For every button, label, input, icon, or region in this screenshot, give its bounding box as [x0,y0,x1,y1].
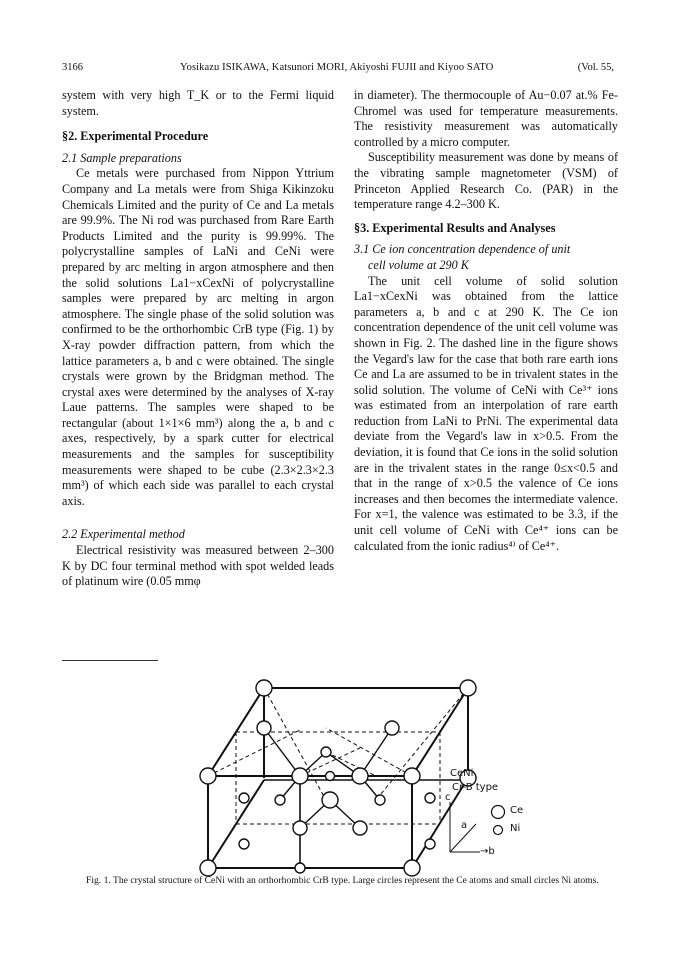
section-2-heading: §2. Experimental Procedure [62,129,209,144]
cell-volume-paragraph: The unit cell volume of solid solution La1−xCexNi was obtained from the lattice parameters a, b and c at 290 K. The Ce ion concentration dependence of the unit cell volume was shown in Fig. 2. The dashed line in the figure shows the Vegard's law for the case that both rare earth ions Ce and La are assumed to be in trivalent states in the solid solution. The volume of CeNi with Ce³⁺ ions was estimated from an interpolation of rare earth reduction from LaNi to PrNi. The experimental data deviate from the Vegard's law in x>0.5. From the deviation, it is found that Ce ions in the solid solution are in the trivalent states in the range 0≤x<0.5 and that in the range of x>0.5 the valence of Ce ions increases and then becomes the intermediate valence. For x=1, the valence was estimated to be 3.3, if the unit cell volume of CeNi with Ce⁴⁺ ions can be calculated from the ionic radius⁴⁾ of Ce⁴⁺. [354,273,618,553]
page-number: 3166 [62,62,83,73]
crystal-structure-figure [180,668,540,878]
running-authors: Yosikazu ISIKAWA, Katsunori MORI, Akiyoshi FUJII and Kiyoo SATO [180,62,494,73]
section-3-heading: §3. Experimental Results and Analyses [354,220,556,235]
subsection-3-1-heading: 3.1 Ce ion concentration dependence of unit [354,242,571,257]
axis-a-label: a [461,820,468,831]
sample-preparations-paragraph: Ce metals were purchased from Nippon Yttrium Company and La metals were from Shiga Kikinzoku Chemicals Limited and the purity of Ce and La metals are 99.9%. The Ni rod was purchased from Rare Earth Products Limited and the purity is 99.99%. The polycrystalline samples of LaNi and CeNi were prepared by arc melting in argon atmosphere and then the solid solutions La1−xCexNi of polycrystalline samples were prepared by arc melting in argon atmosphere. The single phase of the solid solution was confirmed to be the orthorhombic CrB type (Fig. 1) by X-ray powder diffraction pattern, from which the lattice parameters a, b and c were obtained. The single crystals were grown by the Bridgman method. The crystal axes were determined by the analyses of X-ray Laue patterns. The samples were shaped to be rectangular (about 1×1×6 mm³) along the a, b and c axes, respectively, by a spark cutter for electrical measurements and the samples for susceptibility measurements were shaped to be cube (2.3×2.3×2.3 mm³) of which each side was parallel to each crystal axis. [62,166,334,508]
susceptibility-paragraph: Susceptibility measurement was done by means of the vibrating sample magnetometer (VSM) of Princeton Applied Research Co. (PAR) in the temperature range 4.2–300 K. [354,150,618,212]
axis-c-label: c [445,792,451,803]
right-column [354,88,618,554]
subsection-2-1-heading: 2.1 Sample preparations [62,150,182,165]
left-column [62,88,334,590]
legend-ce-label: Ce [510,805,524,816]
legend-ni-label: Ni [510,823,521,834]
volume-label: (Vol. 55, [577,62,614,73]
legend-title: CeNi [450,768,474,779]
intro-tail-paragraph: system with very high T_K or to the Fermi liquid system. [62,88,334,118]
experimental-method-paragraph: Electrical resistivity was measured between 2–300 K by DC four terminal method with spot welded leads of platinum wire (0.05 mmφ [62,543,334,589]
footnote-rule [62,660,158,661]
subsection-2-2-heading: 2.2 Experimental method [62,527,185,542]
axis-b-label: →b [480,846,495,857]
figure-caption: Fig. 1. The crystal structure of CeNi with an orthorhombic CrB type. Large circles represent the Ce atoms and small circles Ni atoms. [86,875,599,886]
page-header [62,62,614,78]
thermocouple-paragraph: in diameter). The thermocouple of Au−0.07 at.% Fe-Chromel was used for temperature measurements. The resistivity measurement was automatically controlled by a micro computer. [354,88,618,149]
legend-type: Cr-B type [452,782,499,793]
subsection-3-1-heading-cont: cell volume at 290 K [368,257,469,272]
